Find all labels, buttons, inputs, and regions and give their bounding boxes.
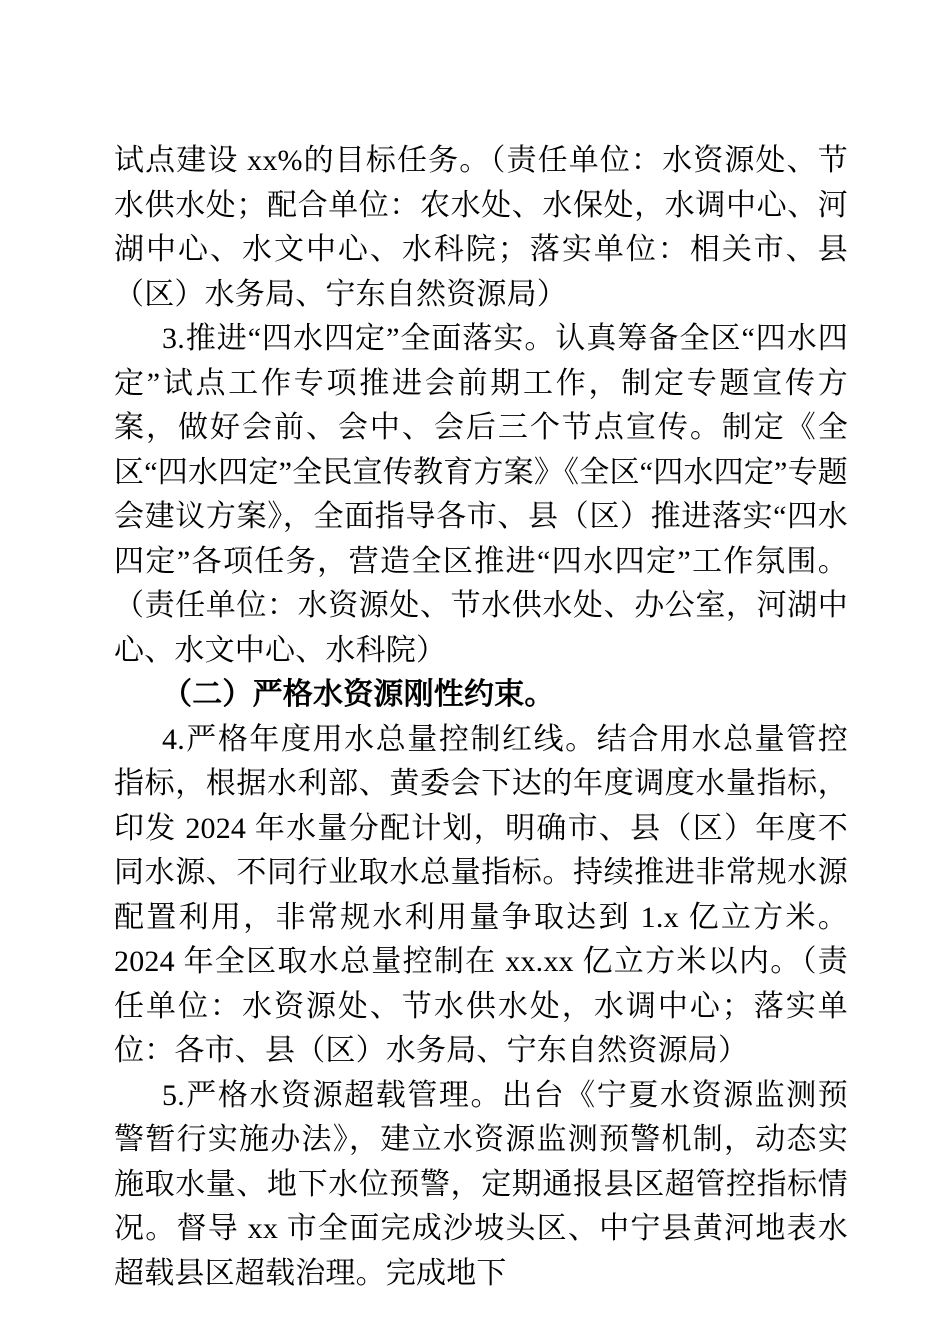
paragraph: 4.严格年度用水总量控制红线。结合用水总量管控指标，根据水利部、黄委会下达的年度调度水量指标，印发 2024 年水量分配计划，明确市、县（区）年度不同水源、不同行业取水总量指标。持续推进非常规水源配置利用，非常规水利用量争取达到 1.x 亿立方米。2024 年全区取水总量控制在 xx.xx 亿立方米以内。（责任单位：水资源处、节水供水处，水调中心；落实单位：各市、县（区）水务局、宁东自然资源局） — [114, 722, 848, 1067]
paragraph: 3.推进“四水四定”全面落实。认真筹备全区“四水四定”试点工作专项推进会前期工作，制定专题宣传方案，做好会前、会中、会后三个节点宣传。制定《全区“四水四定”全民宣传教育方案》《全区“四水四定”专题会建议方案》，全面指导各市、县（区）推进落实“四水四定”各项任务，营造全区推进“四水四定”工作氛围。（责任单位：水资源处、节水供水处、办公室，河湖中心、水文中心、水科院） — [114, 322, 848, 667]
document-body — [114, 139, 848, 1296]
paragraph: 试点建设 xx%的目标任务。（责任单位：水资源处、节水供水处；配合单位：农水处、水保处，水调中心、河湖中心、水文中心、水科院；落实单位：相关市、县（区）水务局、宁东自然资源局） — [114, 144, 848, 311]
paragraph: 5.严格水资源超载管理。出台《宁夏水资源监测预警暂行实施办法》，建立水资源监测预警机制，动态实施取水量、地下水位预警，定期通报县区超管控指标情况。督导 xx 市全面完成沙坡头区、中宁县黄河地表水超载县区超载治理。完成地下 — [114, 1078, 848, 1290]
section-heading: （二）严格水资源刚性约束。 — [162, 678, 555, 711]
